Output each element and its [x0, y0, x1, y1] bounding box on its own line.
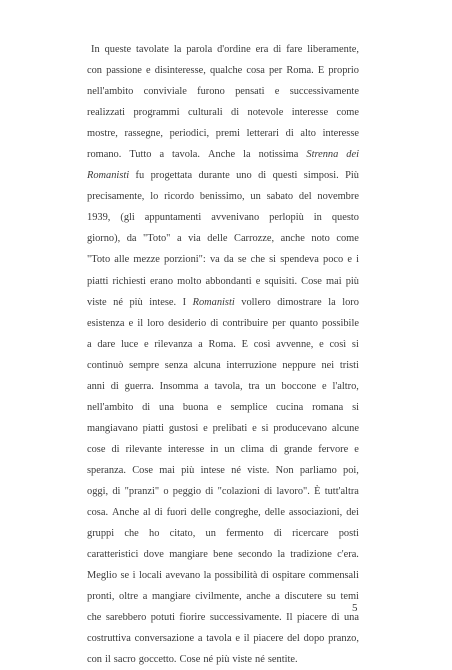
text-line: che sarebbero potuti fiorire successivamente. Il piacere di una	[87, 612, 359, 624]
text-line: mangiavano piatti gustosi e prelibati e si producevano alcune	[87, 422, 359, 434]
text-line: "Toto alle mezze porzioni": va da se che si spendeva poco e i	[87, 254, 359, 266]
text-line: viste né più intese. I Romanisti vollero dimostrare la loro	[87, 296, 359, 308]
text-line: costruttiva conversazione a tavola e il piacere del dopo pranzo,	[87, 633, 359, 645]
text-line: continuò sempre senza alcuna interruzione neppure nei tristi	[87, 359, 359, 371]
text-line: Romanisti fu progettata durante uno di questi simposi. Più	[87, 170, 359, 182]
text-line: giorno), da "Toto" a via delle Carrozze, anche noto come	[87, 233, 359, 245]
text-line: nell'ambito conviviale furono pensati e successivamente	[87, 86, 359, 98]
body-text	[87, 39, 359, 670]
text-line: romano. Tutto a tavola. Anche la notissima Strenna dei	[87, 149, 359, 161]
text-line: con il sacro goccetto. Cose né più viste né sentite.	[87, 654, 298, 666]
text-line: oggi, di "pranzi" o peggio di "colazioni di lavoro". È tutt'altra	[87, 485, 359, 497]
text-line: esistenza e il loro desiderio di contribuire per quanto possibile	[87, 317, 359, 329]
text-line: nell'ambito di una buona e semplice cucina romana si	[87, 401, 359, 413]
text-line: speranza. Cose mai più intese né viste. Non parliamo poi,	[87, 464, 359, 476]
text-line: In queste tavolate la parola d'ordine era di fare liberamente,	[91, 44, 359, 55]
text-line: gruppi che ho citato, un fermento di ricercare posti	[87, 528, 359, 540]
text-line: caratteristici dove mangiare bene secondo la tradizione c'era.	[87, 549, 359, 561]
text-line: mostre, rassegne, periodici, premi letterari di alto interesse	[87, 128, 359, 140]
page-number: 5	[352, 602, 358, 614]
text-line: piatti richiesti erano molto abbondanti e squisiti. Cose mai più	[87, 275, 359, 287]
text-line: realizzati programmi culturali di notevole interesse come	[87, 107, 359, 119]
text-line: 1939, (gli appuntamenti avvenivano perlopiù in questo	[87, 212, 359, 224]
text-line: precisamente, lo ricordo benissimo, un sabato del novembre	[87, 191, 359, 203]
text-line: pronti, oltre a mangiare civilmente, anche a discutere su temi	[87, 591, 359, 603]
text-line: cose di rilevante interesse in un clima di grande fervore e	[87, 443, 359, 455]
text-line: cosa. Anche al di fuori delle congreghe, delle associazioni, dei	[87, 507, 359, 519]
text-line: con passione e disinteresse, qualche cosa per Roma. E proprio	[87, 65, 359, 77]
text-line: anni di guerra. Insomma a tavola, tra un boccone e l'altro,	[87, 380, 359, 392]
text-line: a dare luce e rilevanza a Roma. E così avvenne, e così si	[87, 338, 359, 350]
text-line: Meglio se i locali avevano la possibilità di ospitare commensali	[87, 570, 359, 582]
